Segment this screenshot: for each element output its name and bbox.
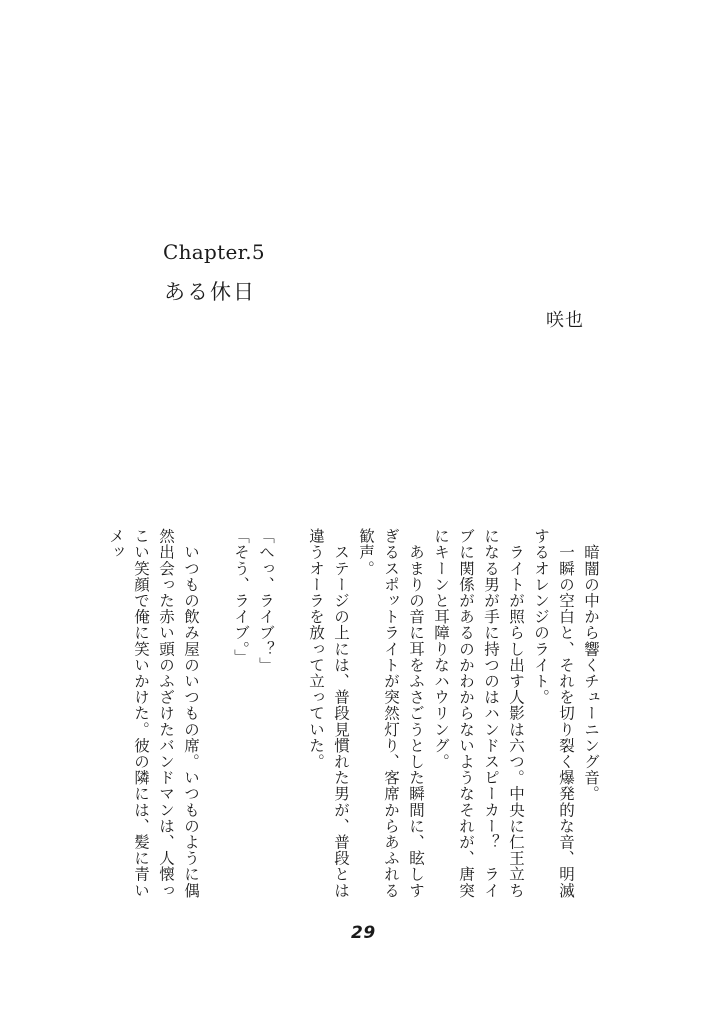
blank-line <box>203 528 228 908</box>
blank-line <box>278 528 303 908</box>
paragraph: 一瞬の空白と、それを切り裂く爆発的な音、明滅するオレンジのライト。 <box>532 528 575 899</box>
page-number: 29 <box>351 923 376 943</box>
dialogue-line: 「へっ、ライブ？」 <box>257 528 275 673</box>
chapter-label: Chapter.5 <box>163 240 265 264</box>
paragraph: ステージの上には、普段見慣れた男が、普段とは違うオーラを放って立っていた。 <box>307 528 350 899</box>
body-text <box>107 528 603 908</box>
paragraph: 暗闇の中から響くチューニング音。 <box>582 528 600 802</box>
paragraph: ライトが照らし出す人影は六つ。中央に仁王立ちになる男が手に持つのはハンドスピーカー？ ライブに関係があるのかわからないようなそれが、唐突にキーンと耳障りなハウリング。 <box>432 528 525 899</box>
paragraph: いつもの飲み屋のいつもの席。いつものように偶然出会った赤い頭のふざけたバンドマンは、人懐っこい笑顔で俺に笑いかけた。彼の隣には、髪に青いメッ <box>107 528 200 899</box>
chapter-title: ある休日 <box>164 280 256 304</box>
paragraph: あまりの音に耳をふさごうとした瞬間に、眩しすぎるスポットライトが突然灯り、客席からあふれる歓声。 <box>357 528 425 899</box>
author-name: 咲也 <box>546 310 584 331</box>
dialogue-line: 「そう、ライブ。」 <box>232 528 250 666</box>
